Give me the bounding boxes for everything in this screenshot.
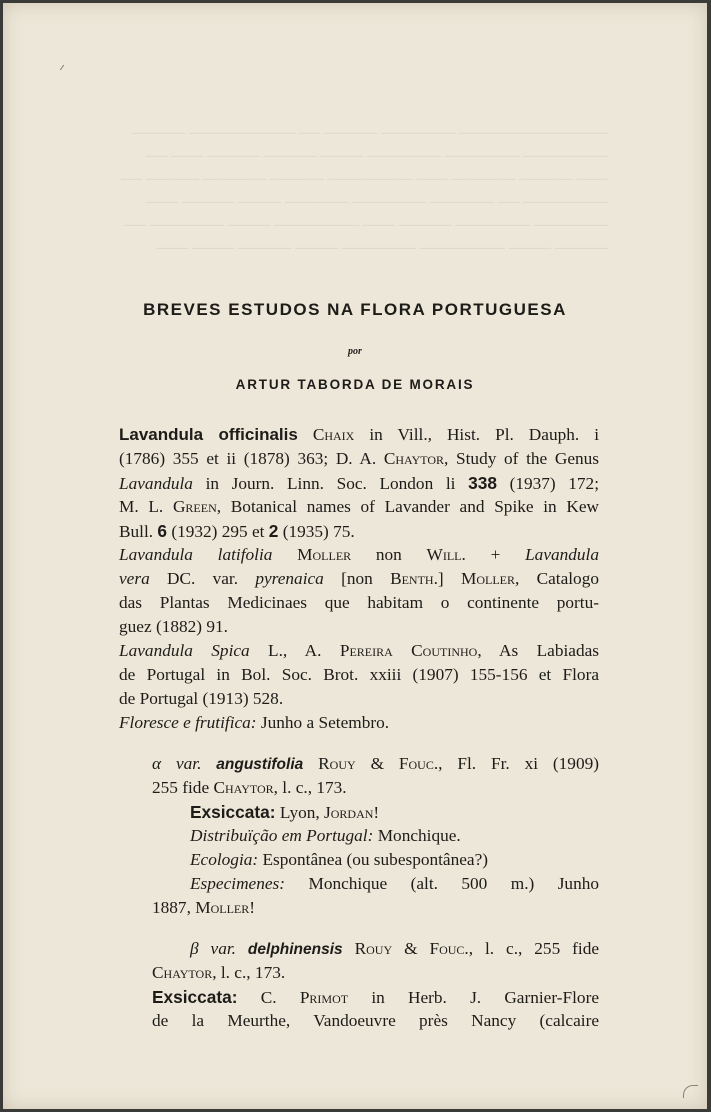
- text-line: Bull. 6 (1932) 295 et 2 (1935) 75.: [119, 521, 355, 541]
- paper-mark: [60, 65, 64, 70]
- text-line: (1786) 355 et ii (1878) 363; D. A. Chaytor, Study of the Genus: [119, 449, 599, 468]
- author-name: ARTUR TABORDA DE MORAIS: [235, 377, 475, 392]
- text-line: vera DC. var. pyrenaica [non Benth.] Moller, Catalogo: [119, 569, 599, 588]
- text-line: 1887, Moller!: [152, 898, 255, 917]
- text-line: Lavandula latifolia Moller non Will. + Lavandula: [119, 545, 599, 564]
- text-line: de Portugal in Bol. Soc. Brot. xxiii (1907) 155-156 et Flora: [119, 665, 599, 684]
- text-line: guez (1882) 91.: [119, 617, 228, 636]
- text-line: Lavandula Spica L., A. Pereira Coutinho, As Labiadas: [119, 641, 599, 660]
- bleed-through-text: ────────────── ─────── ───── ── ────────── ───── ──────── ─────── ─────── ──── ───── ───── ─── ── ─── ───── ────── ─── ──────── ───── ────── ───── ── ──────── ── ────── ─────── ────── ──── ───── ─── ─────── ─────── ───── ─── ──────── ──── ─────── ── ───── ──── ──────── ─────── ──── ───── ──── ───: [121, 126, 608, 257]
- text-line: de Portugal (1913) 528.: [119, 689, 284, 708]
- text-line: Ecologia: Espontânea (ou subespontânea?): [190, 850, 489, 869]
- text-line: das Plantas Medicinaes que habitam o continente portu-: [119, 593, 599, 612]
- text-line: Floresce e frutifica: Junho a Setembro.: [119, 713, 390, 732]
- text-line: Lavandula officinalis Chaix in Vill., Hist. Pl. Dauph. i: [119, 425, 599, 444]
- text-line: Especimenes: Monchique (alt. 500 m.) Junho: [190, 874, 599, 893]
- text-line: β var. delphinensis Rouy & Fouc., l. c., 255 fide: [190, 939, 600, 958]
- byline-por: por: [348, 346, 362, 357]
- text-line: M. L. Green, Botanical names of Lavander and Spike in Kew: [119, 497, 600, 516]
- text-line: Exsiccata: C. Primot in Herb. J. Garnier-Flore: [152, 987, 599, 1007]
- text-line: Distribuïção em Portugal: Monchique.: [190, 826, 461, 845]
- text-line: 255 fide Chaytor, l. c., 173.: [152, 778, 347, 797]
- text-line: de la Meurthe, Vandoeuvre près Nancy (calcaire: [152, 1011, 599, 1030]
- page-title: BREVES ESTUDOS NA FLORA PORTUGUESA: [143, 300, 567, 319]
- page-curl-mark: [683, 1085, 698, 1098]
- book-page: [3, 3, 707, 1109]
- text-line: Exsiccata: Lyon, Jordan!: [190, 802, 380, 822]
- text-line: Lavandula in Journ. Linn. Soc. London li 338 (1937) 172;: [119, 473, 599, 493]
- text-line: Chaytor, l. c., 173.: [152, 963, 286, 982]
- text-line: α var. angustifolia Rouy & Fouc., Fl. Fr. xi (1909): [152, 754, 599, 773]
